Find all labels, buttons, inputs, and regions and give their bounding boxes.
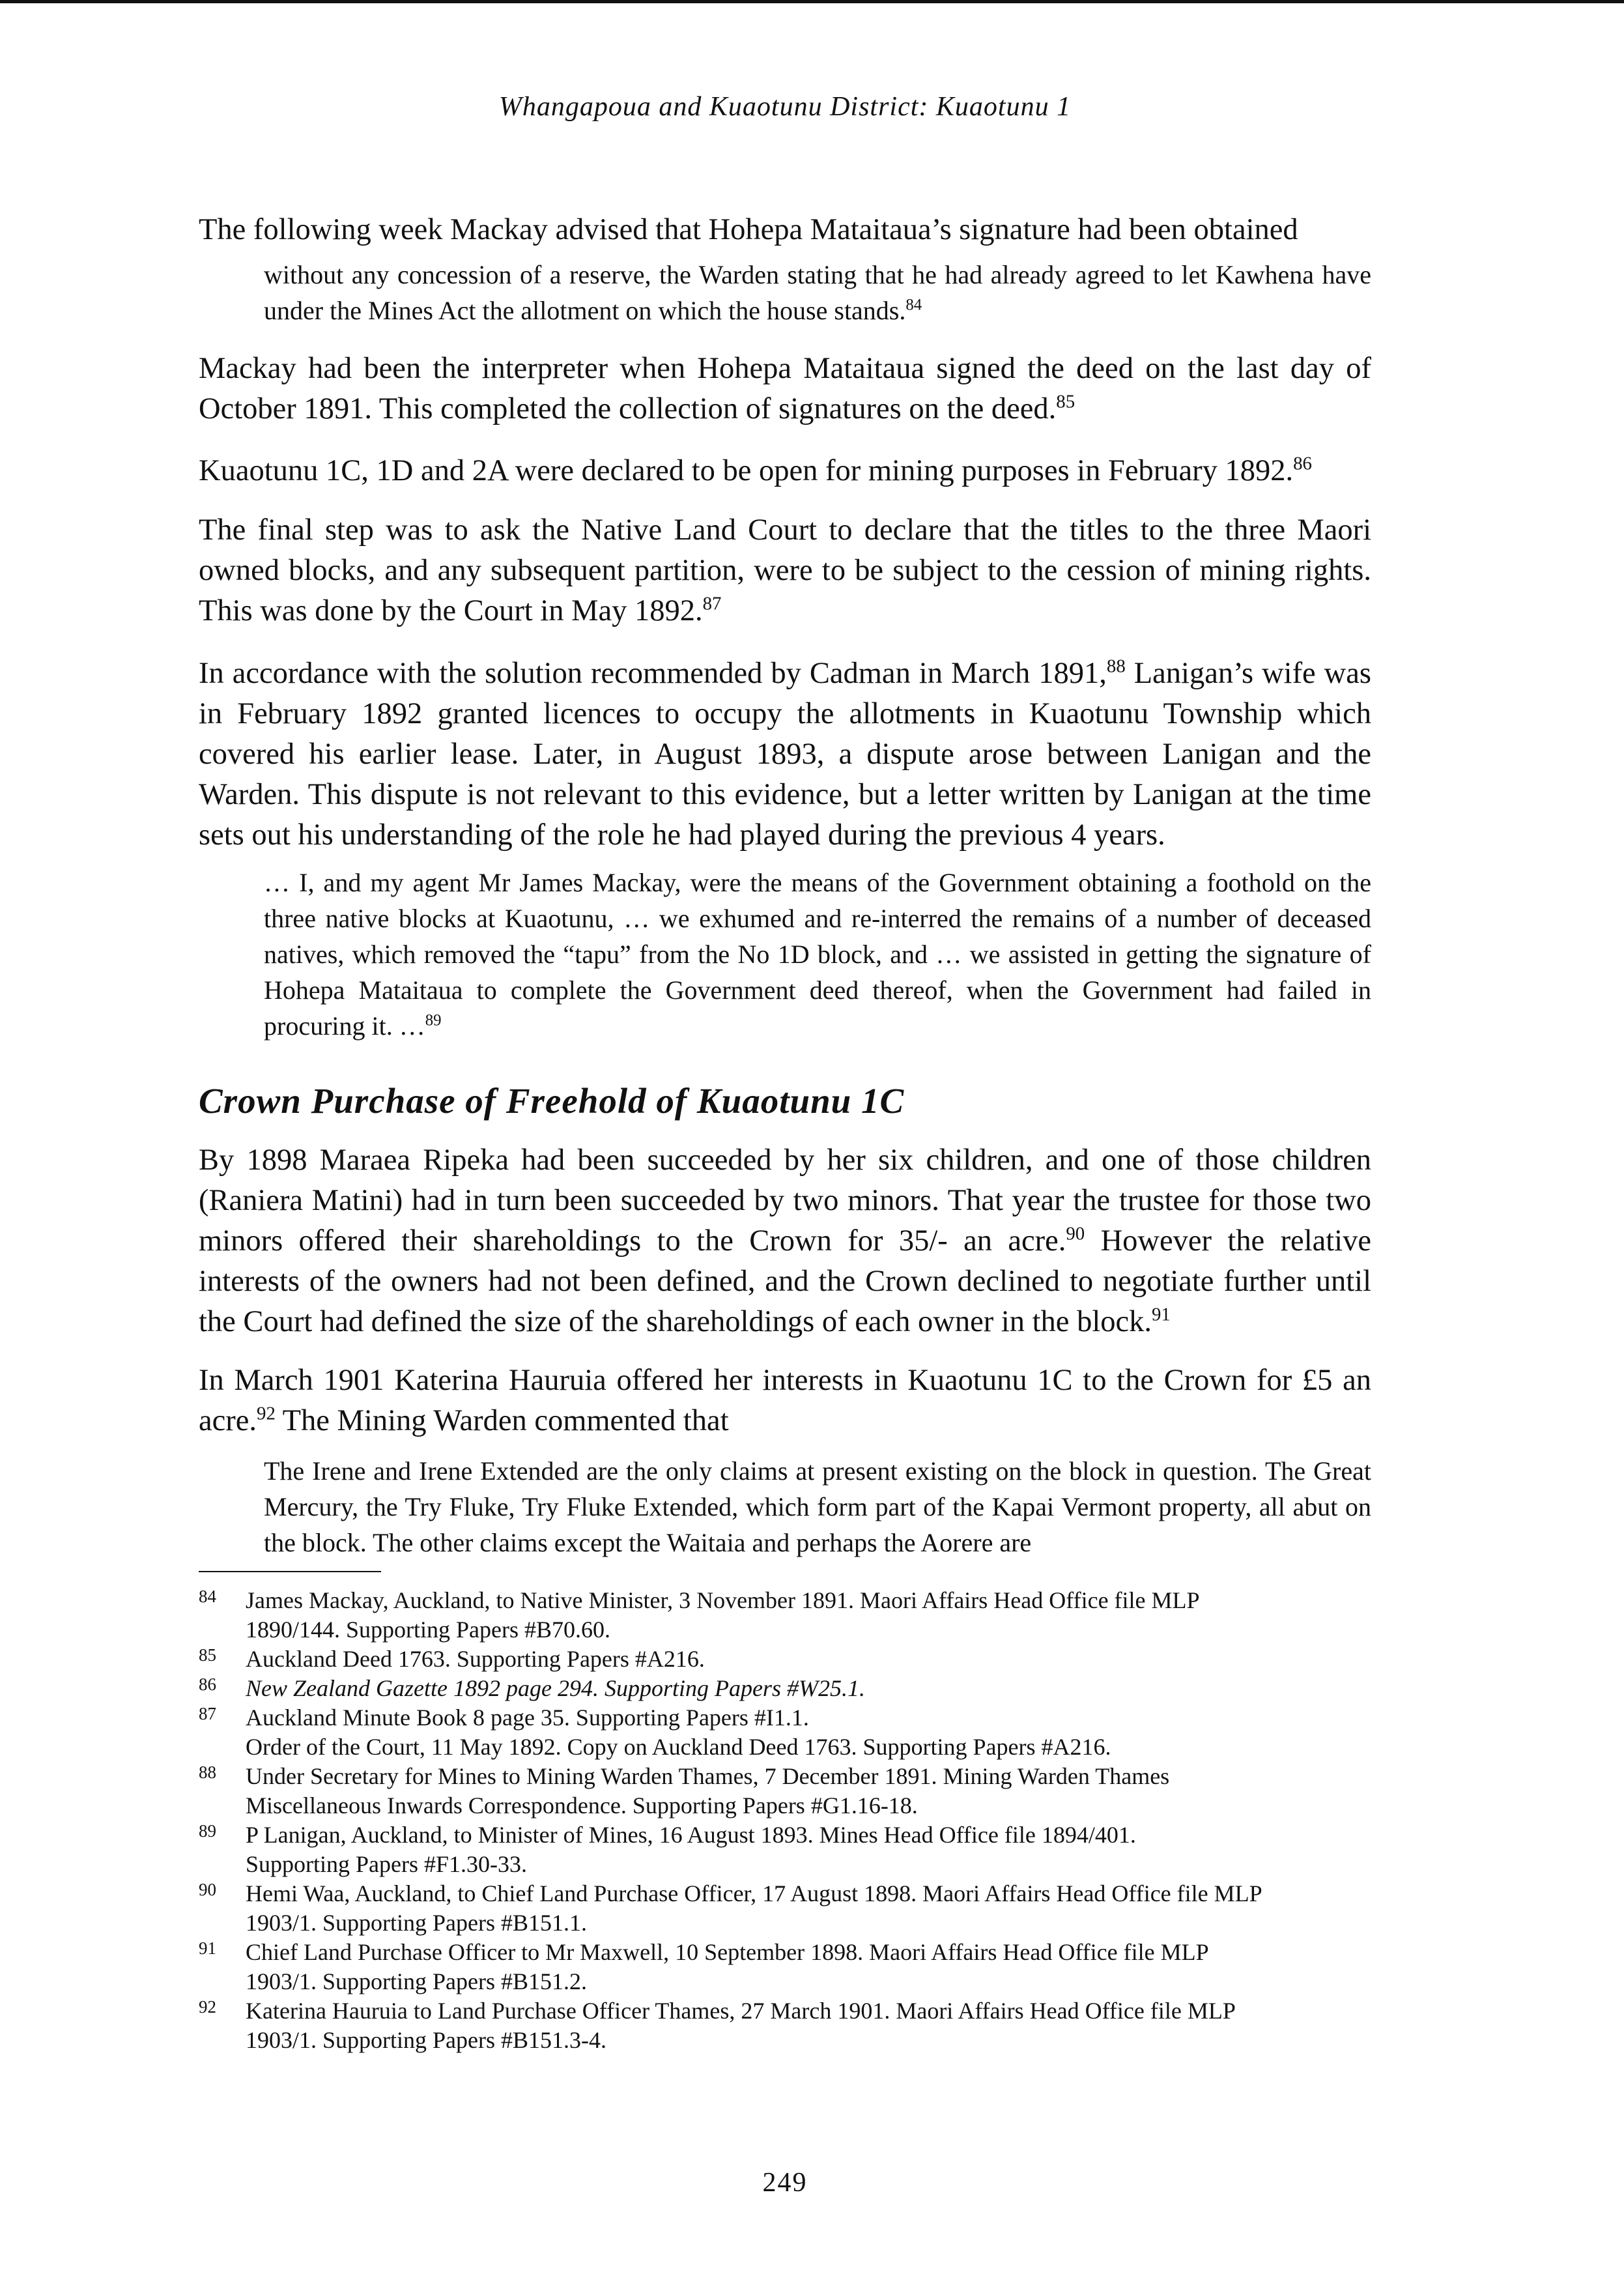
footnote-text: [246, 1938, 1371, 1996]
footnote-text: [246, 1879, 1371, 1938]
footnote-line: Order of the Court, 11 May 1892. Copy on Auckland Deed 1763. Supporting Papers #A216.: [246, 1734, 1111, 1760]
section-heading: Crown Purchase of Freehold of Kuaotunu 1C: [199, 1081, 905, 1121]
footnote-number: 90: [199, 1880, 216, 1899]
paragraph-4-text: The final step was to ask the Native Land Court to declare that the titles to the three Maori owned blocks, and any subsequent partition, were to be subject to the cession of mining rights. This was done by the Court in May 1892.: [199, 513, 1371, 627]
footnote-line: Chief Land Purchase Officer to Mr Maxwell, 10 September 1898. Maori Affairs Head Office file MLP: [246, 1939, 1209, 1965]
block-quote-3: The Irene and Irene Extended are the only claims at present existing on the block in question. The Great Mercury, the Try Fluke, Try Fluke Extended, which form part of the Kapai Vermont property, all abut on the block. The other claims except the Waitaia and perhaps the Aorere are: [264, 1456, 1371, 1557]
footnote-text: [246, 1586, 1371, 1645]
footnote-number: 89: [199, 1821, 216, 1841]
footnote-number: 92: [199, 1997, 216, 2017]
block-quote-2-text: … I, and my agent Mr James Mackay, were the means of the Government obtaining a foothold on the three native blocks at Kuaotunu, … we exhumed and re-interred the remains of a number of deceased natives, which removed the “tapu” from the No 1D block, and … we assisted in getting the signature of Hohepa Mataitaua to complete the Government deed thereof, when the Government had failed in procuring it. …: [264, 868, 1371, 1041]
footnote-line: James Mackay, Auckland, to Native Minister, 3 November 1891. Maori Affairs Head Office file MLP: [246, 1587, 1200, 1613]
paragraph-6-text-b: However the relative interests of the owners had not been defined, and the Crown declined to negotiate further until the Court had defined the size of the shareholdings of each owner in the block.: [199, 1224, 1371, 1338]
footnote-ref-91: 91: [1152, 1304, 1171, 1325]
top-border: [0, 0, 1624, 3]
page-number: 249: [762, 2168, 808, 2198]
footnote-ref-89: 89: [425, 1011, 442, 1029]
footnote-ref-90: 90: [1066, 1223, 1085, 1244]
footnote-line: Miscellaneous Inwards Correspondence. Supporting Papers #G1.16-18.: [246, 1792, 918, 1819]
paragraph-5-text-b: Lanigan’s wife was in February 1892 granted licences to occupy the allotments in Kuaotunu Township which covered his earlier lease. Later, in August 1893, a dispute arose between Lanigan and the Warden. This dispute is not relevant to this evidence, but a letter written by Lanigan at the time sets out his understanding of the role he had played during the previous 4 years.: [199, 657, 1371, 852]
footnote-line: Hemi Waa, Auckland, to Chief Land Purchase Officer, 17 August 1898. Maori Affairs Head Office file MLP: [246, 1880, 1262, 1906]
paragraph-3-text: Kuaotunu 1C, 1D and 2A were declared to be open for mining purposes in February 1892.: [199, 454, 1294, 487]
block-quote-1-text: without any concession of a reserve, the Warden stating that he had already agreed to let Kawhena have under the Mines Act the allotment on which the house stands.: [264, 260, 1371, 325]
footnote-number: 87: [199, 1704, 216, 1723]
paragraph-3: [199, 451, 1371, 491]
paragraph-6: [199, 1140, 1371, 1342]
footnote-ref-88: 88: [1106, 655, 1126, 677]
footnote-line: Auckland Minute Book 8 page 35. Supporting Papers #I1.1.: [246, 1704, 809, 1731]
footnote-line: 1903/1. Supporting Papers #B151.1.: [246, 1910, 588, 1936]
paragraph-7-text-a: In March 1901 Katerina Hauruia offered her interests in Kuaotunu 1C to the Crown for £5 an acre.: [199, 1364, 1371, 1437]
footnote-text: [246, 1645, 1371, 1674]
running-header: Whangapoua and Kuaotunu District: Kuaotunu 1: [498, 92, 1072, 122]
footnote-number: 84: [199, 1587, 216, 1606]
footnote-number: 88: [199, 1762, 216, 1782]
footnote-line: 1903/1. Supporting Papers #B151.2.: [246, 1968, 588, 1994]
block-quote-1: [264, 257, 1371, 328]
footnote-line: Under Secretary for Mines to Mining Warden Thames, 7 December 1891. Mining Warden Thames: [246, 1763, 1170, 1789]
paragraph-7-text-b: The Mining Warden commented that: [275, 1404, 729, 1437]
footnote-text: [246, 1820, 1371, 1879]
footnote-ref-86: 86: [1293, 453, 1312, 474]
paragraph-6-text-a: By 1898 Maraea Ripeka had been succeeded by her six children, and one of those children (Raniera Matini) had in turn been succeeded by two minors. That year the trustee for those two minors offered their shareholdings to the Crown for 35/- an acre.: [199, 1144, 1371, 1258]
footnote-ref-92: 92: [257, 1403, 276, 1424]
footnote-line: Katerina Hauruia to Land Purchase Officer Thames, 27 March 1901. Maori Affairs Head Office file MLP: [246, 1998, 1236, 2024]
paragraph-4: [199, 510, 1371, 631]
footnote-text: [246, 1703, 1371, 1762]
paragraph-2: [199, 349, 1371, 429]
paragraph-7: [199, 1360, 1371, 1441]
footnote-line: 1903/1. Supporting Papers #B151.3-4.: [246, 2027, 606, 2053]
footnote-line: Auckland Deed 1763. Supporting Papers #A216.: [246, 1646, 705, 1672]
footnote-ref-85: 85: [1056, 391, 1076, 412]
paragraph-2-text: Mackay had been the interpreter when Hohepa Mataitaua signed the deed on the last day of October 1891. This completed the collection of signatures on the deed.: [199, 352, 1371, 425]
footnote-line: P Lanigan, Auckland, to Minister of Mines, 16 August 1893. Mines Head Office file 1894/401.: [246, 1822, 1136, 1848]
footnote-number: 91: [199, 1938, 216, 1958]
paragraph-1-lead: The following week Mackay advised that Hohepa Mataitaua’s signature had been obtained: [199, 213, 1298, 246]
block-quote-2: [264, 865, 1371, 1044]
footnote-number: 86: [199, 1675, 216, 1694]
footnote-separator: [199, 1571, 381, 1572]
footnote-number: 85: [199, 1645, 216, 1665]
footnote-ref-84: 84: [905, 296, 922, 314]
footnote-line: 1890/144. Supporting Papers #B70.60.: [246, 1617, 611, 1643]
footnote-text: [246, 1762, 1371, 1820]
footnote-ref-87: 87: [702, 593, 722, 614]
footnote-text: [246, 1674, 1371, 1703]
footnote-line: New Zealand Gazette 1892 page 294. Supporting Papers #W25.1.: [246, 1675, 865, 1701]
footnote-text: [246, 1996, 1371, 2055]
footnote-line: Supporting Papers #F1.30-33.: [246, 1851, 527, 1877]
paragraph-5: [199, 654, 1371, 856]
paragraph-5-text-a: In accordance with the solution recommended by Cadman in March 1891,: [199, 657, 1107, 690]
